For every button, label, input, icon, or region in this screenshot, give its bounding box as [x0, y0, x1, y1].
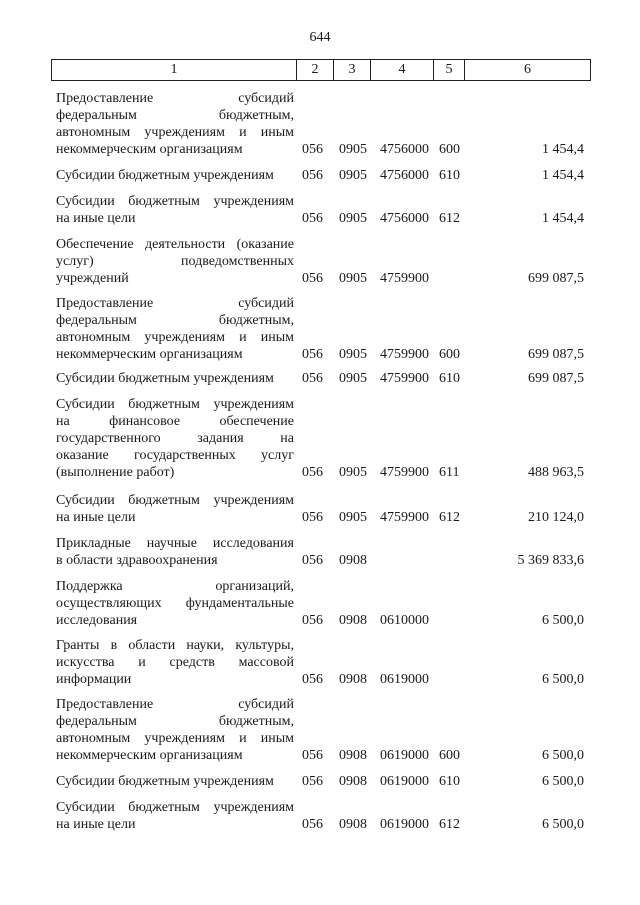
amount-cell: 699 087,5 — [528, 371, 584, 386]
row-description-line: исследования — [56, 613, 138, 628]
row-description-line: (выполнение работ) — [56, 465, 175, 480]
ministry-code-cell: 056 — [302, 672, 323, 687]
row-description-line: услуг) подведомственных — [56, 254, 294, 269]
column-header-5: 5 — [434, 60, 465, 81]
row-description-line: автономным учреждениям и иным — [56, 731, 294, 746]
table-row — [0, 696, 640, 764]
row-description-line: Субсидии бюджетным учреждениям — [56, 397, 294, 412]
ministry-code-cell: 056 — [302, 748, 323, 763]
table-row — [0, 492, 640, 526]
target-article-cell: 4759900 — [380, 347, 429, 362]
column-header-3: 3 — [334, 60, 371, 81]
row-description-line: Прикладные научные исследования — [56, 536, 294, 551]
ministry-code-cell: 056 — [302, 774, 323, 789]
amount-cell: 699 087,5 — [528, 271, 584, 286]
target-article-cell: 0619000 — [380, 748, 429, 763]
row-description — [56, 696, 294, 764]
expense-type-cell: 600 — [439, 748, 460, 763]
row-description-line: федеральным бюджетным, — [56, 714, 294, 729]
amount-cell: 6 500,0 — [542, 774, 584, 789]
column-header-4: 4 — [371, 60, 434, 81]
row-description — [56, 167, 294, 184]
row-description-line: автономным учреждениям и иным — [56, 330, 294, 345]
expense-type-cell: 611 — [439, 465, 460, 480]
expense-type-cell: 610 — [439, 371, 460, 386]
row-description-line: на иные цели — [56, 510, 136, 525]
amount-cell: 5 369 833,6 — [517, 553, 584, 568]
expense-type-cell: 600 — [439, 347, 460, 362]
row-description-line: автономным учреждениям и иным — [56, 125, 294, 140]
row-description — [56, 370, 294, 387]
row-description — [56, 90, 294, 158]
amount-cell: 699 087,5 — [528, 347, 584, 362]
expense-type-cell: 610 — [439, 168, 460, 183]
ministry-code-cell: 056 — [302, 613, 323, 628]
target-article-cell: 0610000 — [380, 613, 429, 628]
row-description-line: некоммерческим организациям — [56, 142, 243, 157]
row-description-line: Предоставление субсидий — [56, 697, 294, 712]
column-header-6: 6 — [465, 60, 591, 81]
expense-type-cell: 610 — [439, 774, 460, 789]
section-code-cell: 0905 — [339, 271, 367, 286]
row-description-line: в области здравоохранения — [56, 553, 218, 568]
row-description-line: Субсидии бюджетным учреждениям — [56, 774, 274, 789]
table-row — [0, 236, 640, 287]
section-code-cell: 0908 — [339, 774, 367, 789]
section-code-cell: 0908 — [339, 672, 367, 687]
row-description-line: федеральным бюджетным, — [56, 313, 294, 328]
row-description-line: осуществляющих фундаментальные — [56, 596, 294, 611]
row-description — [56, 193, 294, 227]
row-description-line: Предоставление субсидий — [56, 296, 294, 311]
ministry-code-cell: 056 — [302, 142, 323, 157]
table-row — [0, 295, 640, 363]
row-description — [56, 492, 294, 526]
target-article-cell: 0619000 — [380, 817, 429, 832]
row-description-line: учреждений — [56, 271, 129, 286]
row-description — [56, 799, 294, 833]
section-code-cell: 0905 — [339, 211, 367, 226]
row-description — [56, 295, 294, 363]
table-row — [0, 799, 640, 833]
row-description-line: государственного задания на — [56, 431, 294, 446]
amount-cell: 488 963,5 — [528, 465, 584, 480]
row-description-line: информации — [56, 672, 132, 687]
table-row — [0, 396, 640, 481]
table-row — [0, 370, 640, 387]
target-article-cell: 4756000 — [380, 142, 429, 157]
amount-cell: 6 500,0 — [542, 613, 584, 628]
section-code-cell: 0908 — [339, 553, 367, 568]
table-row — [0, 637, 640, 688]
row-description-line: Поддержка организаций, — [56, 579, 294, 594]
row-description-line: Субсидии бюджетным учреждениям — [56, 168, 274, 183]
target-article-cell: 0619000 — [380, 672, 429, 687]
table-row — [0, 535, 640, 569]
ministry-code-cell: 056 — [302, 271, 323, 286]
row-description-line: Предоставление субсидий — [56, 91, 294, 106]
section-code-cell: 0905 — [339, 142, 367, 157]
amount-cell: 1 454,4 — [542, 142, 584, 157]
row-description-line: некоммерческим организациям — [56, 748, 243, 763]
table-row — [0, 167, 640, 184]
expense-type-cell: 612 — [439, 510, 460, 525]
page-number: 644 — [309, 30, 331, 45]
row-description-line: Субсидии бюджетным учреждениям — [56, 493, 294, 508]
row-description — [56, 396, 294, 481]
row-description — [56, 535, 294, 569]
section-code-cell: 0905 — [339, 347, 367, 362]
column-header-2: 2 — [297, 60, 334, 81]
section-code-cell: 0908 — [339, 817, 367, 832]
row-description — [56, 578, 294, 629]
column-header-1: 1 — [52, 60, 297, 81]
amount-cell: 1 454,4 — [542, 211, 584, 226]
row-description-line: на финансовое обеспечение — [56, 414, 294, 429]
table-row — [0, 773, 640, 790]
ministry-code-cell: 056 — [302, 168, 323, 183]
target-article-cell: 4759900 — [380, 271, 429, 286]
row-description — [56, 637, 294, 688]
section-code-cell: 0905 — [339, 168, 367, 183]
target-article-cell: 4756000 — [380, 211, 429, 226]
section-code-cell: 0908 — [339, 748, 367, 763]
row-description-line: Субсидии бюджетным учреждениям — [56, 800, 294, 815]
amount-cell: 210 124,0 — [528, 510, 584, 525]
row-description-line: искусства и средств массовой — [56, 655, 294, 670]
expense-type-cell: 600 — [439, 142, 460, 157]
amount-cell: 6 500,0 — [542, 672, 584, 687]
target-article-cell: 4759900 — [380, 465, 429, 480]
section-code-cell: 0905 — [339, 510, 367, 525]
table-row — [0, 578, 640, 629]
row-description-line: Субсидии бюджетным учреждениям — [56, 194, 294, 209]
amount-cell: 1 454,4 — [542, 168, 584, 183]
row-description-line: на иные цели — [56, 211, 136, 226]
amount-cell: 6 500,0 — [542, 748, 584, 763]
table-row — [0, 193, 640, 227]
row-description-line: Обеспечение деятельности (оказание — [56, 237, 294, 252]
expense-type-cell: 612 — [439, 817, 460, 832]
ministry-code-cell: 056 — [302, 211, 323, 226]
target-article-cell: 0619000 — [380, 774, 429, 789]
ministry-code-cell: 056 — [302, 371, 323, 386]
target-article-cell: 4759900 — [380, 510, 429, 525]
ministry-code-cell: 056 — [302, 510, 323, 525]
ministry-code-cell: 056 — [302, 347, 323, 362]
row-description-line: Гранты в области науки, культуры, — [56, 638, 294, 653]
target-article-cell: 4759900 — [380, 371, 429, 386]
expense-type-cell: 612 — [439, 211, 460, 226]
row-description-line: Субсидии бюджетным учреждениям — [56, 371, 274, 386]
table-row — [0, 90, 640, 158]
row-description-line: федеральным бюджетным, — [56, 108, 294, 123]
row-description — [56, 773, 294, 790]
ministry-code-cell: 056 — [302, 553, 323, 568]
target-article-cell: 4756000 — [380, 168, 429, 183]
ministry-code-cell: 056 — [302, 465, 323, 480]
ministry-code-cell: 056 — [302, 817, 323, 832]
section-code-cell: 0908 — [339, 613, 367, 628]
row-description — [56, 236, 294, 287]
section-code-cell: 0905 — [339, 465, 367, 480]
row-description-line: на иные цели — [56, 817, 136, 832]
row-description-line: оказание государственных услуг — [56, 448, 294, 463]
section-code-cell: 0905 — [339, 371, 367, 386]
amount-cell: 6 500,0 — [542, 817, 584, 832]
row-description-line: некоммерческим организациям — [56, 347, 243, 362]
